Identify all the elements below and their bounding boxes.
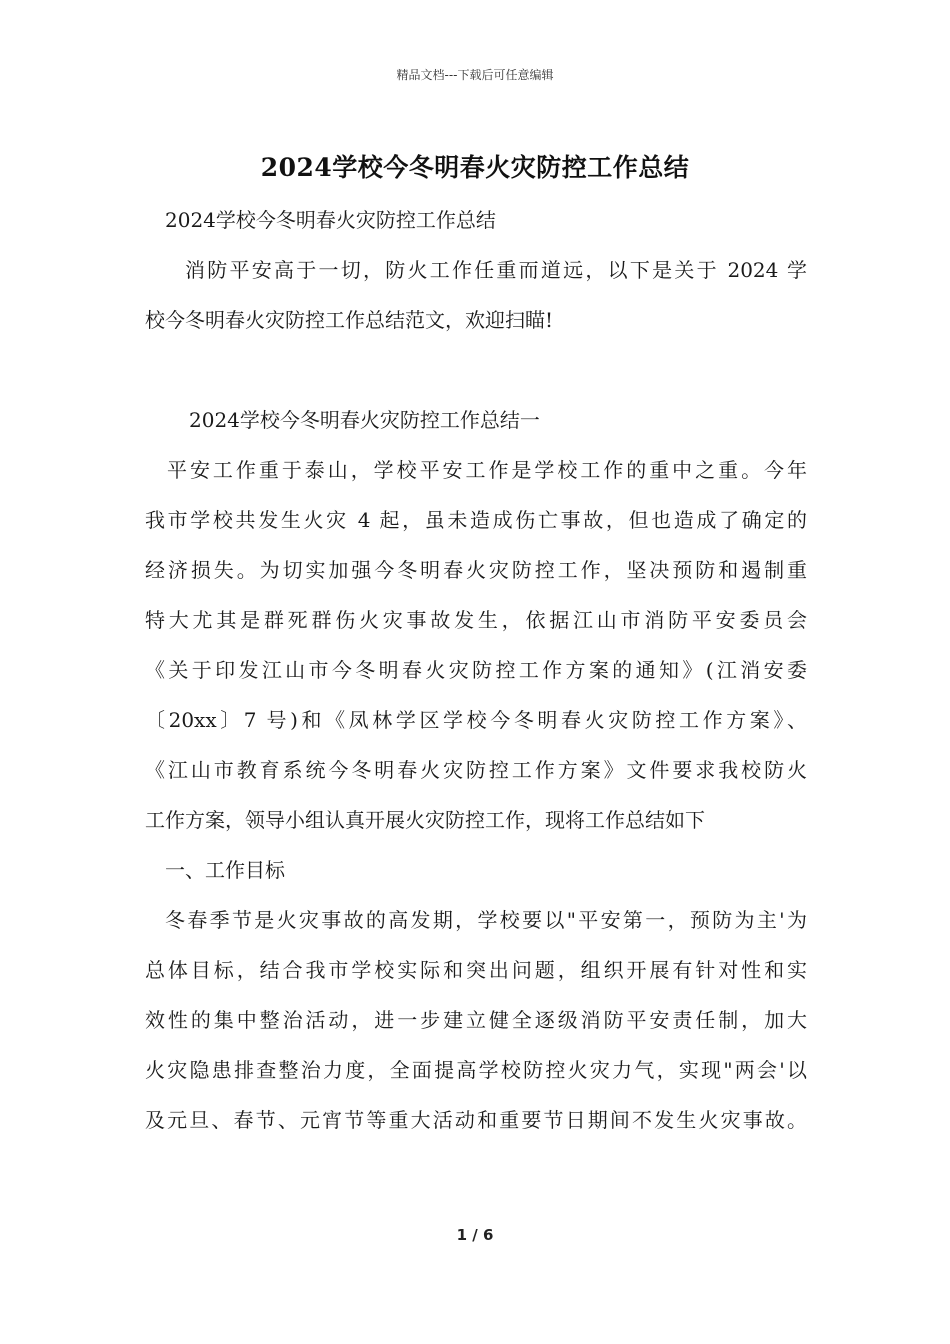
paragraph1-line-8: 工作方案，领导小组认真开展火灾防控工作，现将工作总结如下 bbox=[145, 808, 705, 832]
paragraph1-line-3: 经济损失。为切实加强今冬明春火灾防控工作，坚决预防和遏制重 bbox=[145, 558, 807, 582]
header-note: 精品文档---下载后可任意编辑 bbox=[396, 68, 554, 82]
paragraph1-line-2: 我市学校共发生火灾 4 起，虽未造成伤亡事故，但也造成了确定的 bbox=[145, 508, 807, 532]
intro-line-2: 校今冬明春火灾防控工作总结范文，欢迎扫瞄! bbox=[145, 308, 554, 332]
blank-line bbox=[145, 345, 807, 395]
paragraph2-line-5: 及元旦、春节、元宵节等重大活动和重要节日期间不发生火灾事故。 bbox=[145, 1108, 807, 1132]
subtitle: 2024学校今冬明春火灾防控工作总结 bbox=[165, 208, 496, 232]
paragraph2-line-3: 效性的集中整治活动，进一步建立健全逐级消防平安责任制，加大 bbox=[145, 1008, 807, 1032]
paragraph2-line-1: 冬春季节是火灾事故的高发期，学校要以"平安第一，预防为主'为 bbox=[165, 908, 807, 932]
paragraph2-line-2: 总体目标，结合我市学校实际和突出问题，组织开展有针对性和实 bbox=[145, 958, 807, 982]
section-heading: 2024学校今冬明春火灾防控工作总结一 bbox=[189, 408, 540, 432]
page-number: 1 / 6 bbox=[456, 1226, 494, 1244]
document-body bbox=[145, 195, 807, 1145]
paragraph1-line-7: 《江山市教育系统今冬明春火灾防控工作方案》文件要求我校防火 bbox=[145, 758, 807, 782]
paragraph1-line-6: 〔20xx〕7 号)和《凤林学区学校今冬明春火灾防控工作方案》、 bbox=[145, 708, 807, 732]
subheading-work-goal: 一、工作目标 bbox=[165, 858, 285, 882]
paragraph2-line-4: 火灾隐患排查整治力度，全面提高学校防控火灾力气，实现"两会'以 bbox=[145, 1058, 807, 1082]
paragraph1-line-5: 《关于印发江山市今冬明春火灾防控工作方案的通知》(江消安委 bbox=[145, 658, 807, 682]
paragraph1-line-1: 平安工作重于泰山，学校平安工作是学校工作的重中之重。今年 bbox=[167, 458, 807, 482]
paragraph1-line-4: 特大尤其是群死群伤火灾事故发生，依据江山市消防平安委员会 bbox=[145, 608, 807, 632]
intro-line-1: 消防平安高于一切，防火工作任重而道远，以下是关于 2024 学 bbox=[185, 258, 807, 282]
document-title: 2024学校今冬明春火灾防控工作总结 bbox=[260, 153, 690, 182]
